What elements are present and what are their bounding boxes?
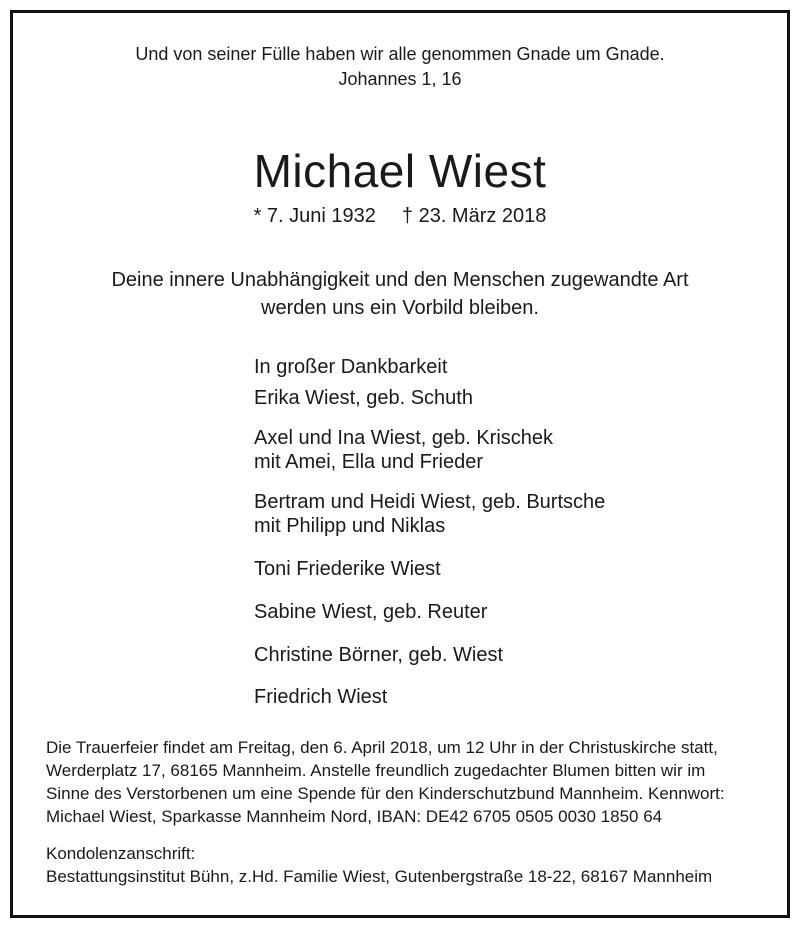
mourner-name: Christine Börner, geb. Wiest (254, 644, 503, 666)
life-dates (0, 203, 800, 229)
mourner-entry (254, 685, 754, 709)
notice-line: Sinne des Verstorbenen um eine Spende für den Kinderschutzbund Mannheim. Kennwort: (46, 784, 725, 803)
mourner-entry (254, 426, 754, 474)
mourners-intro-text: In großer Dankbarkeit (254, 356, 448, 378)
deceased-name: Michael Wiest (253, 145, 547, 197)
notice-line: Michael Wiest, Sparkasse Mannheim Nord, IBAN: DE42 6705 0505 0030 1850 64 (46, 807, 663, 826)
mourner-children: mit Philipp und Niklas (254, 515, 446, 537)
mourner-entry (254, 386, 754, 410)
mourner-entry (254, 490, 754, 538)
notice-line: Werderplatz 17, 68165 Mannheim. Anstelle freundlich zugedachter Blumen bitten wir im (46, 761, 706, 780)
verse-reference: Johannes 1, 16 (338, 69, 462, 89)
mourners-intro (254, 355, 754, 379)
mourner-name: Sabine Wiest, geb. Reuter (254, 601, 488, 623)
bible-verse (0, 42, 800, 92)
death-date: † 23. März 2018 (401, 205, 547, 227)
mourner-name: Bertram und Heidi Wiest, geb. Burtsche (254, 491, 606, 513)
mourner-name: Toni Friederike Wiest (254, 558, 441, 580)
mourner-children: mit Amei, Ella und Frieder (254, 451, 483, 473)
funeral-notice (46, 736, 766, 828)
mourner-name: Friedrich Wiest (254, 686, 388, 708)
condolence-label: Kondolenzanschrift: (46, 844, 196, 863)
verse-text: Und von seiner Fülle haben wir alle genommen Gnade um Gnade. (135, 44, 665, 64)
mourner-entry (254, 600, 754, 624)
condolence-address (46, 842, 766, 888)
mourner-entry (254, 643, 754, 667)
condolence-address-text: Bestattungsinstitut Bühn, z.Hd. Familie Wiest, Gutenbergstraße 18-22, 68167 Mannheim (46, 867, 713, 886)
mourner-name: Erika Wiest, geb. Schuth (254, 387, 473, 409)
birth-date: * 7. Juni 1932 (253, 205, 376, 227)
notice-line: Die Trauerfeier findet am Freitag, den 6. April 2018, um 12 Uhr in der Christuskirche statt, (46, 738, 718, 757)
motto (0, 266, 800, 322)
motto-line: werden uns ein Vorbild bleiben. (261, 297, 539, 319)
mourner-name: Axel und Ina Wiest, geb. Krischek (254, 427, 554, 449)
mourner-entry (254, 557, 754, 581)
motto-line: Deine innere Unabhängigkeit und den Menschen zugewandte Art (111, 269, 689, 291)
